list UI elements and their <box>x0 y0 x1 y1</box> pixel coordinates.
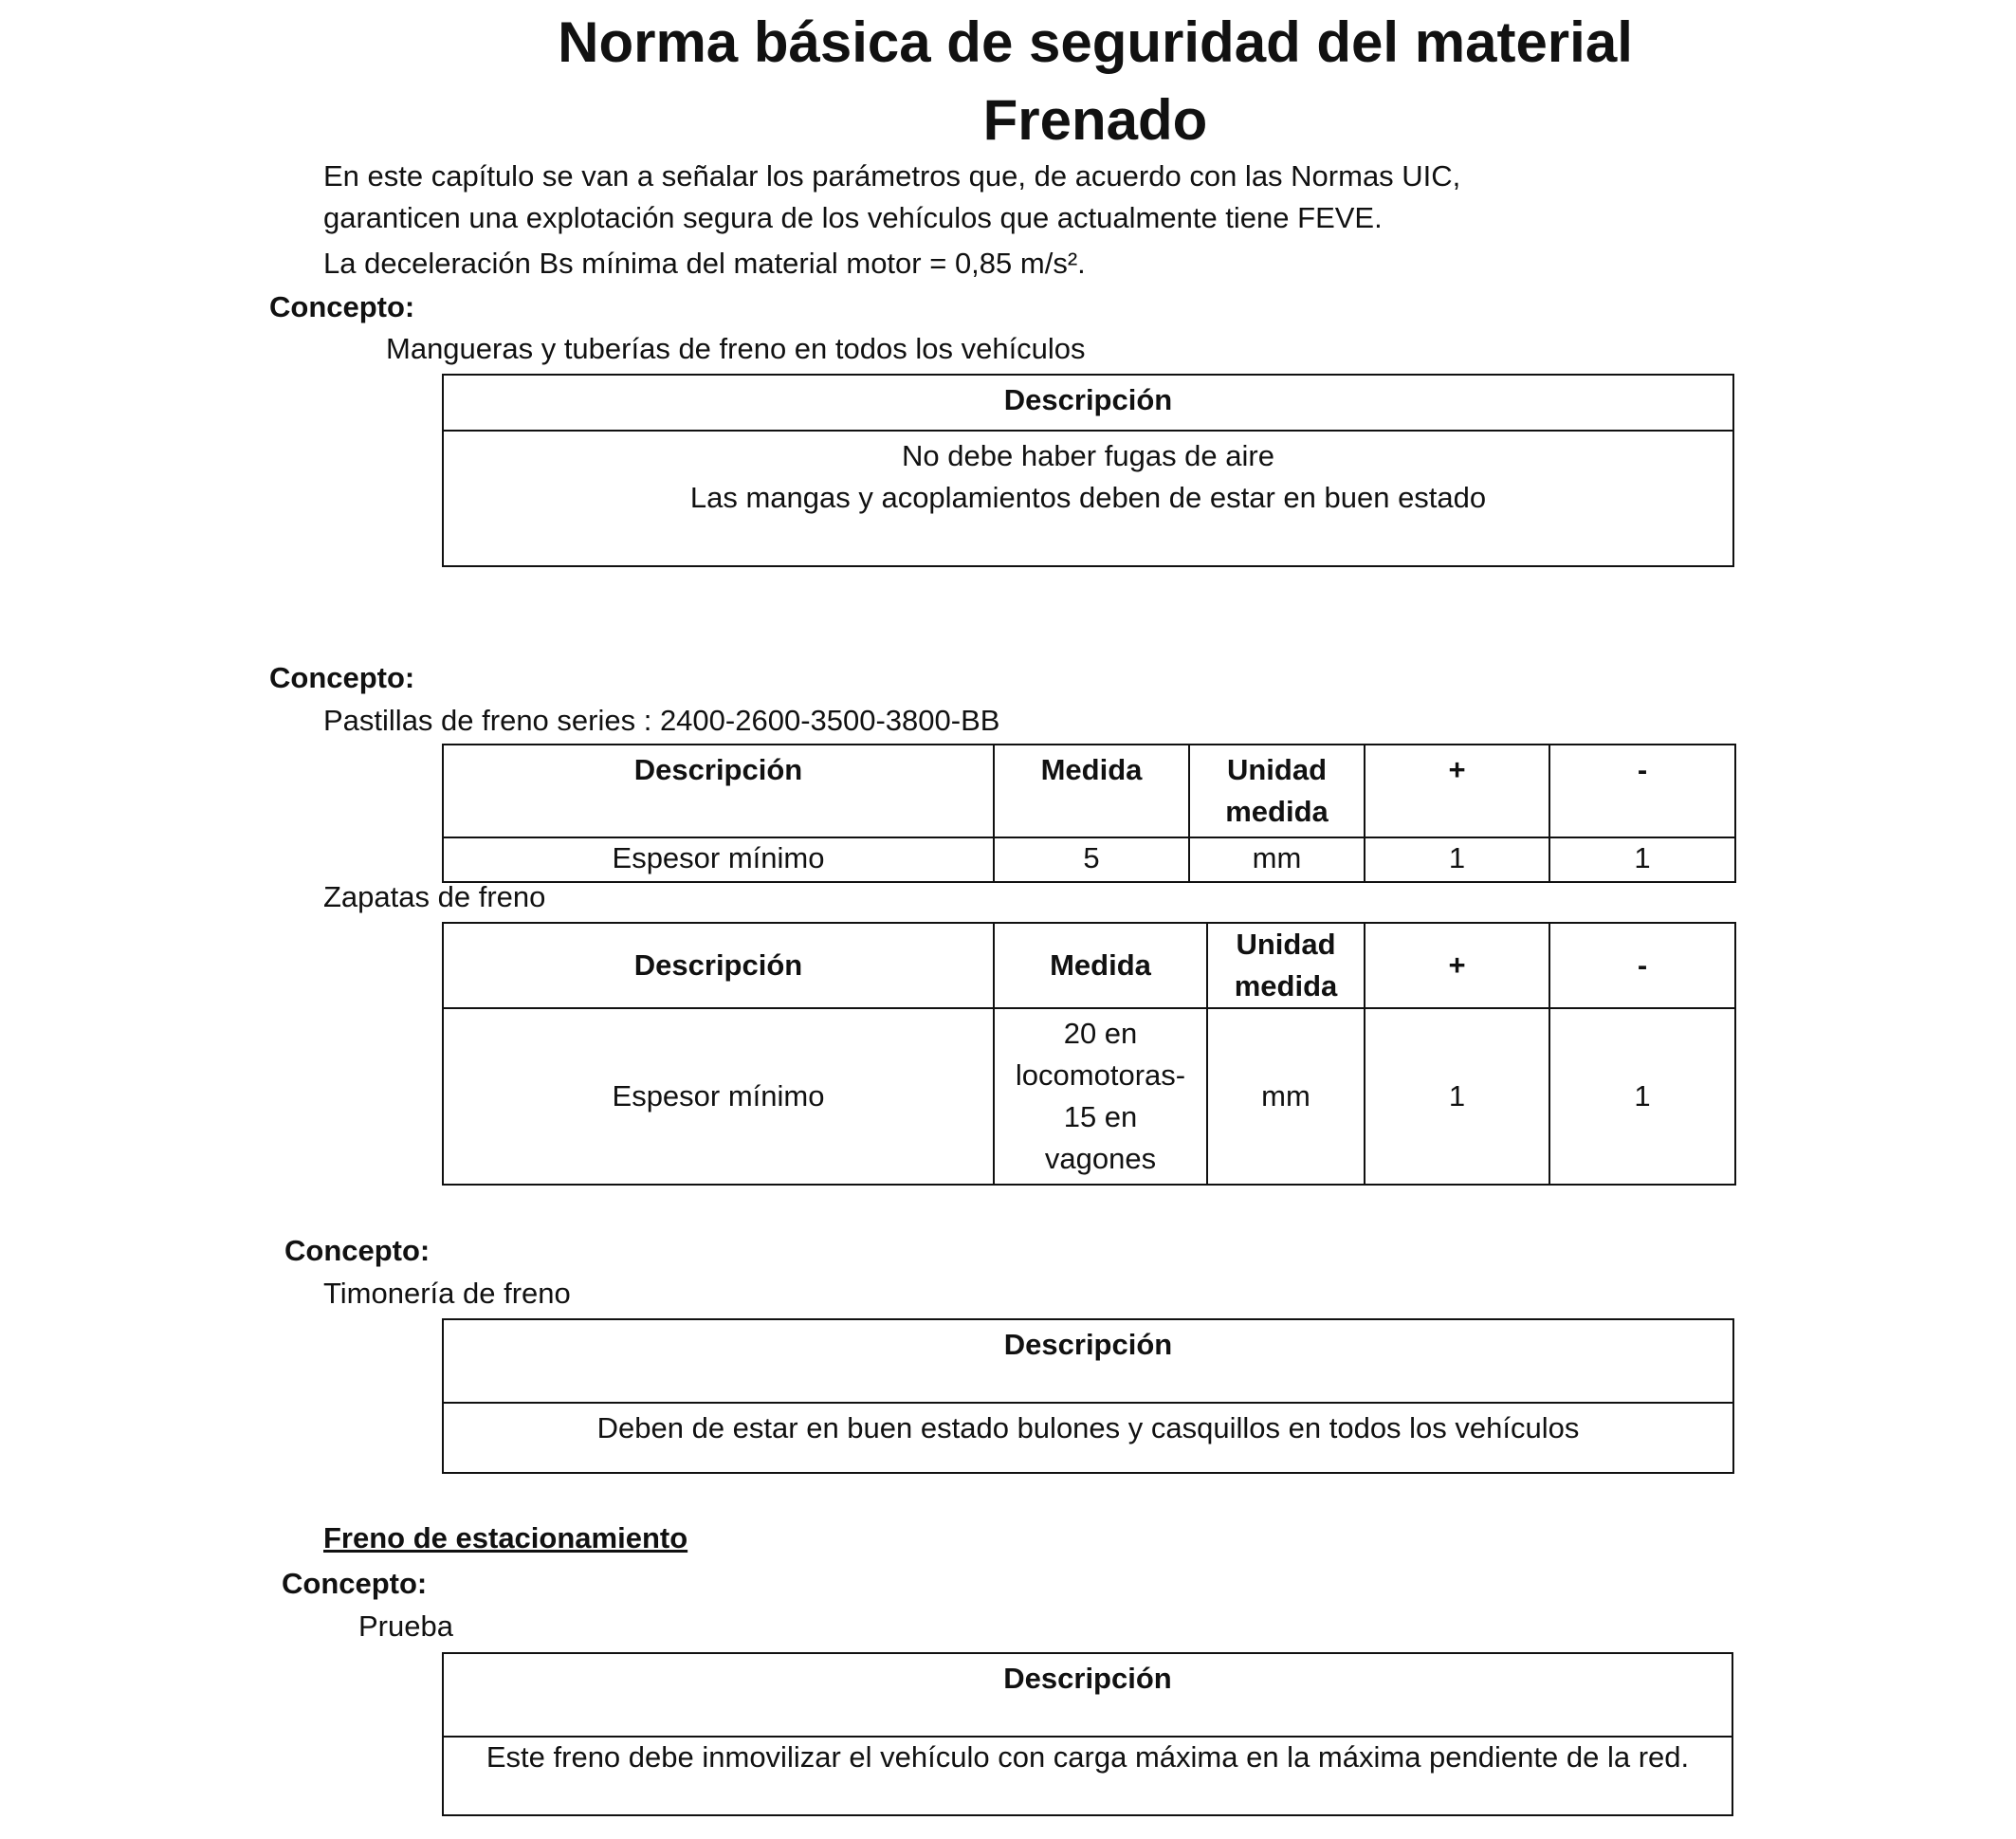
header-minus: - <box>1549 745 1735 837</box>
header-description: Descripción <box>443 1653 1732 1737</box>
cell-minus: 1 <box>1549 1008 1735 1185</box>
concept-subject: Prueba <box>358 1609 453 1643</box>
concept-subject: Pastillas de freno series : 2400-2600-3500-3800-BB <box>323 704 1000 737</box>
header-description: Descripción <box>443 1319 1733 1403</box>
header-description: Descripción <box>443 923 994 1008</box>
description-cell: Deben de estar en buen estado bulones y casquillos en todos los vehículos <box>443 1403 1733 1473</box>
header-description: Descripción <box>443 375 1733 431</box>
cell-measure: 5 <box>994 837 1189 882</box>
hoses-table <box>442 374 1734 567</box>
cell-plus: 1 <box>1365 1008 1549 1185</box>
document-subtitle: Frenado <box>982 88 1208 152</box>
cell-plus: 1 <box>1365 837 1549 882</box>
document-title: Norma básica de seguridad del material <box>558 10 1633 74</box>
concept-subject: Zapatas de freno <box>323 880 546 913</box>
cell-description: Espesor mínimo <box>443 1008 994 1185</box>
concept-label: Concepto: <box>282 1567 428 1600</box>
cell-unit: mm <box>1207 1008 1365 1185</box>
intro-line: La deceleración Bs mínima del material motor = 0,85 m/s². <box>323 247 1086 280</box>
header-unit: Unidad medida <box>1189 745 1365 837</box>
concept-label: Concepto: <box>284 1234 431 1267</box>
header-unit: Unidad medida <box>1207 923 1365 1008</box>
description-cell: Este freno debe inmovilizar el vehículo con carga máxima en la máxima pendiente de la red. <box>443 1737 1732 1815</box>
description-line: No debe haber fugas de aire <box>902 439 1274 472</box>
description-line: Las mangas y acoplamientos deben de estar en buen estado <box>689 481 1487 514</box>
parking-brake-table <box>442 1652 1733 1816</box>
cell-unit: mm <box>1189 837 1365 882</box>
section-heading: Freno de estacionamiento <box>323 1521 688 1554</box>
header-description: Descripción <box>443 745 994 837</box>
cell-minus: 1 <box>1549 837 1735 882</box>
shoes-table <box>442 922 1736 1186</box>
concept-label: Concepto: <box>269 290 415 323</box>
pads-table <box>442 744 1736 883</box>
linkage-table <box>442 1318 1734 1474</box>
intro-line: En este capítulo se van a señalar los parámetros que, de acuerdo con las Normas UIC, <box>323 159 1461 193</box>
header-plus: + <box>1365 745 1549 837</box>
intro-line: garanticen una explotación segura de los vehículos que actualmente tiene FEVE. <box>323 201 1383 234</box>
concept-subject: Timonería de freno <box>323 1277 571 1310</box>
header-measure: Medida <box>994 923 1207 1008</box>
description-cell <box>443 431 1733 566</box>
cell-measure: 20 en locomotoras- 15 en vagones <box>994 1008 1207 1185</box>
header-measure: Medida <box>994 745 1189 837</box>
header-minus: - <box>1549 923 1735 1008</box>
concept-label: Concepto: <box>269 661 415 694</box>
cell-description: Espesor mínimo <box>443 837 994 882</box>
header-plus: + <box>1365 923 1549 1008</box>
concept-subject: Mangueras y tuberías de freno en todos los vehículos <box>386 332 1086 365</box>
